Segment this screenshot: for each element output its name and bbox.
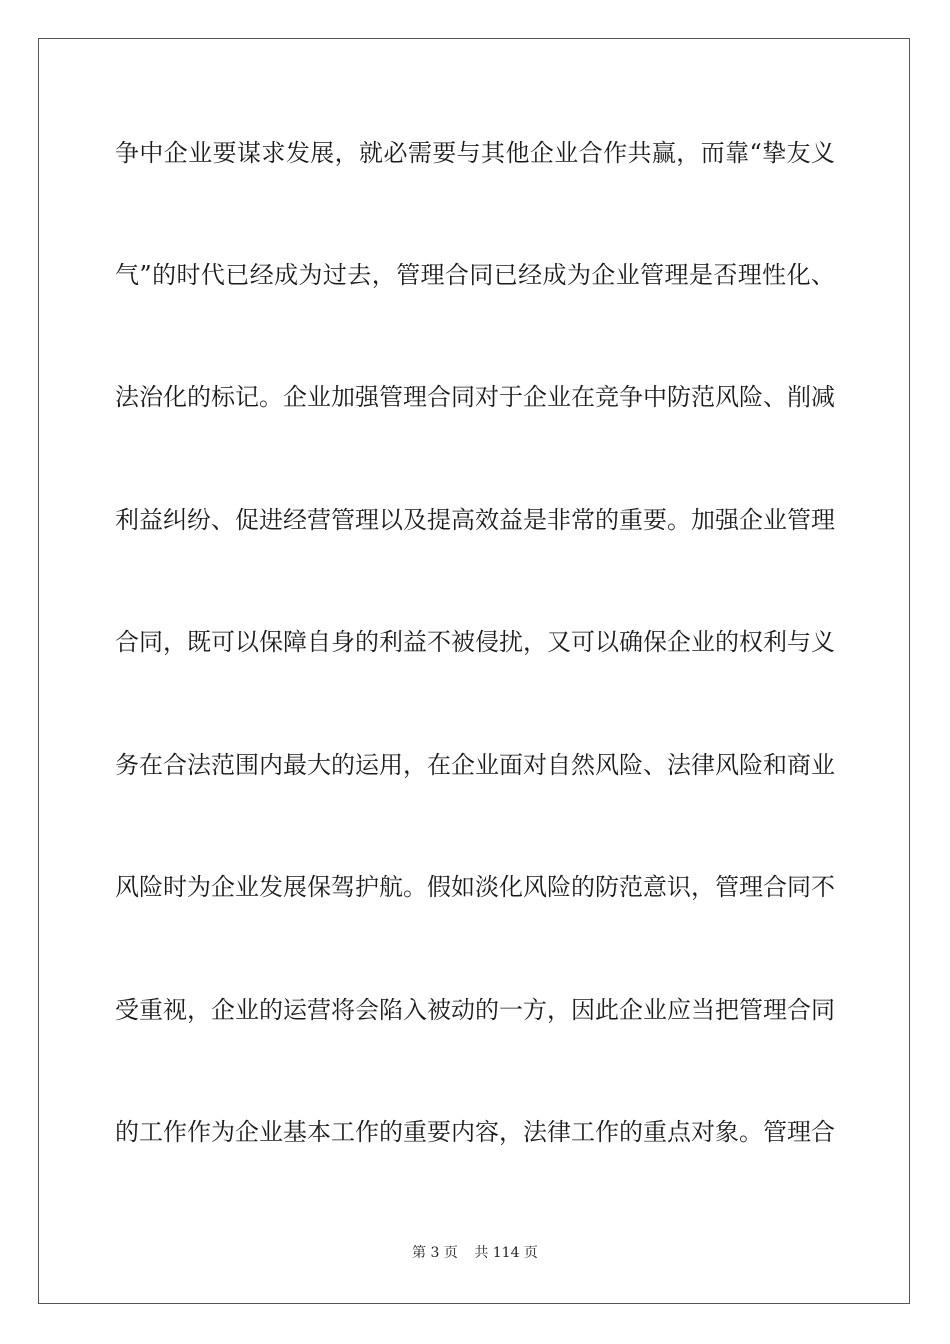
page-footer xyxy=(0,1244,950,1262)
text-line: 风险时为企业发展保驾护航。假如淡化风险的防范意识，管理合同不 xyxy=(115,873,835,901)
page-border xyxy=(38,38,910,1304)
text-line: 务在合法范围内最大的运用，在企业面对自然风险、法律风险和商业 xyxy=(115,751,835,779)
text-line: 合同，既可以保障自身的利益不被侵扰，又可以确保企业的权利与义 xyxy=(115,628,835,656)
text-line: 法治化的标记。企业加强管理合同对于企业在竞争中防范风险、削减 xyxy=(115,383,835,411)
text-line: 的工作作为企业基本工作的重要内容，法律工作的重点对象。管理合 xyxy=(115,1118,835,1146)
page-number: 第 3 页 xyxy=(412,1245,458,1261)
text-line: 利益纠纷、促进经营管理以及提高效益是非常的重要。加强企业管理 xyxy=(115,506,835,534)
text-line: 受重视，企业的运营将会陷入被动的一方，因此企业应当把管理合同 xyxy=(115,996,835,1024)
text-line: 争中企业要谋求发展，就必需要与其他企业合作共赢，而靠“挚友义 xyxy=(115,139,835,167)
total-pages: 共 114 页 xyxy=(474,1245,538,1261)
text-line: 气”的时代已经成为过去，管理合同已经成为企业管理是否理性化、 xyxy=(115,261,835,289)
